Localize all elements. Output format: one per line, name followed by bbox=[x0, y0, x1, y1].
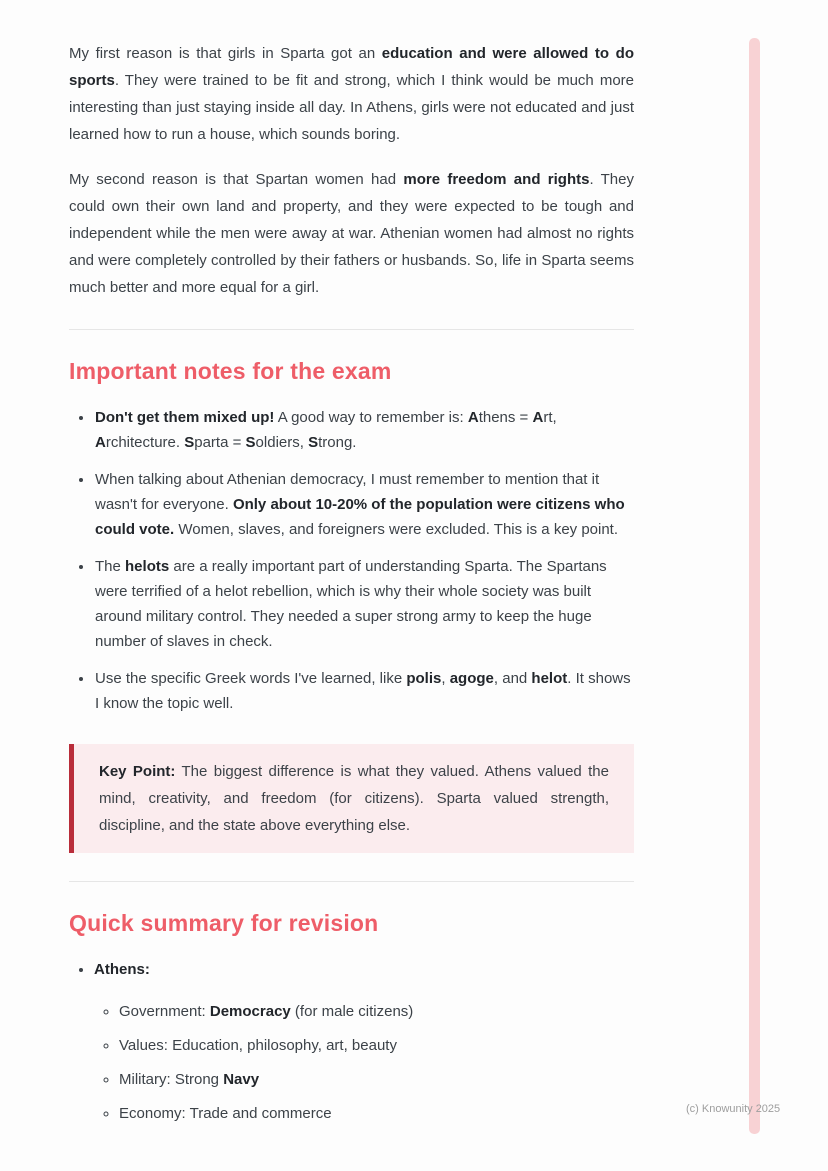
note-item: • Don't get them mixed up! A good way to remember is: Athens = Art, Architecture. Sparta = Soldiers, Strong. bbox=[94, 405, 634, 455]
subitem-military: ◦ Military: Strong Navy bbox=[119, 1067, 634, 1092]
knowunity-watermark: (c) Knowunity 2025 bbox=[686, 1103, 781, 1115]
note-item: • The helots are a really important part of understanding Sparta. The Spartans were terrified of a helot rebellion, which is why their whole society was built around military control. They needed a super strong army to keep the huge number of slaves in check. bbox=[94, 554, 634, 654]
summary-item-athens bbox=[94, 957, 634, 1126]
essay-paragraph: My first reason is that girls in Sparta got an education and were allowed to do sports. They were trained to be fit and strong, which I think would be much more interesting than just staying inside all day. In Athens, girls were not educated and just learned how to run a house, which sounds boring. bbox=[69, 45, 634, 143]
page-edge-accent-bar bbox=[749, 38, 760, 1134]
section-heading-important-notes: Important notes for the exam bbox=[69, 358, 392, 384]
subitem-economy: ◦ Economy: Trade and commerce bbox=[119, 1101, 634, 1126]
section-divider bbox=[69, 881, 634, 882]
subitem-values: ◦ Values: Education, philosophy, art, beauty bbox=[119, 1033, 634, 1058]
section-divider bbox=[69, 329, 634, 330]
athens-sub-list bbox=[94, 999, 634, 1126]
document-content bbox=[69, 40, 634, 1135]
section-heading-quick-summary: Quick summary for revision bbox=[69, 910, 379, 936]
callout-text: Key Point: The biggest difference is what they valued. Athens valued the mind, creativity, and freedom (for citizens). Sparta valued strength, discipline, and the state above everything else. bbox=[99, 763, 609, 834]
key-point-callout bbox=[69, 744, 634, 853]
exam-notes-list bbox=[69, 405, 634, 716]
note-item: • Use the specific Greek words I've learned, like polis, agoge, and helot. It shows I know the topic well. bbox=[94, 666, 634, 716]
note-item: • When talking about Athenian democracy, I must remember to mention that it wasn't for everyone. Only about 10-20% of the population were citizens who could vote. Women, slaves, and foreigners were excluded. This is a key point. bbox=[94, 467, 634, 542]
summary-item-athens-label: Athens: bbox=[94, 961, 150, 978]
essay-paragraph: My second reason is that Spartan women had more freedom and rights. They could own their own land and property, and they were expected to be tough and independent while the men were away at war. Athenian women had almost no rights and were completely controlled by their fathers or husbands. So, life in Sparta seems much better and more equal for a girl. bbox=[69, 171, 634, 296]
revision-summary-list bbox=[69, 957, 634, 1126]
subitem-government: ◦ Government: Democracy (for male citizens) bbox=[119, 999, 634, 1024]
